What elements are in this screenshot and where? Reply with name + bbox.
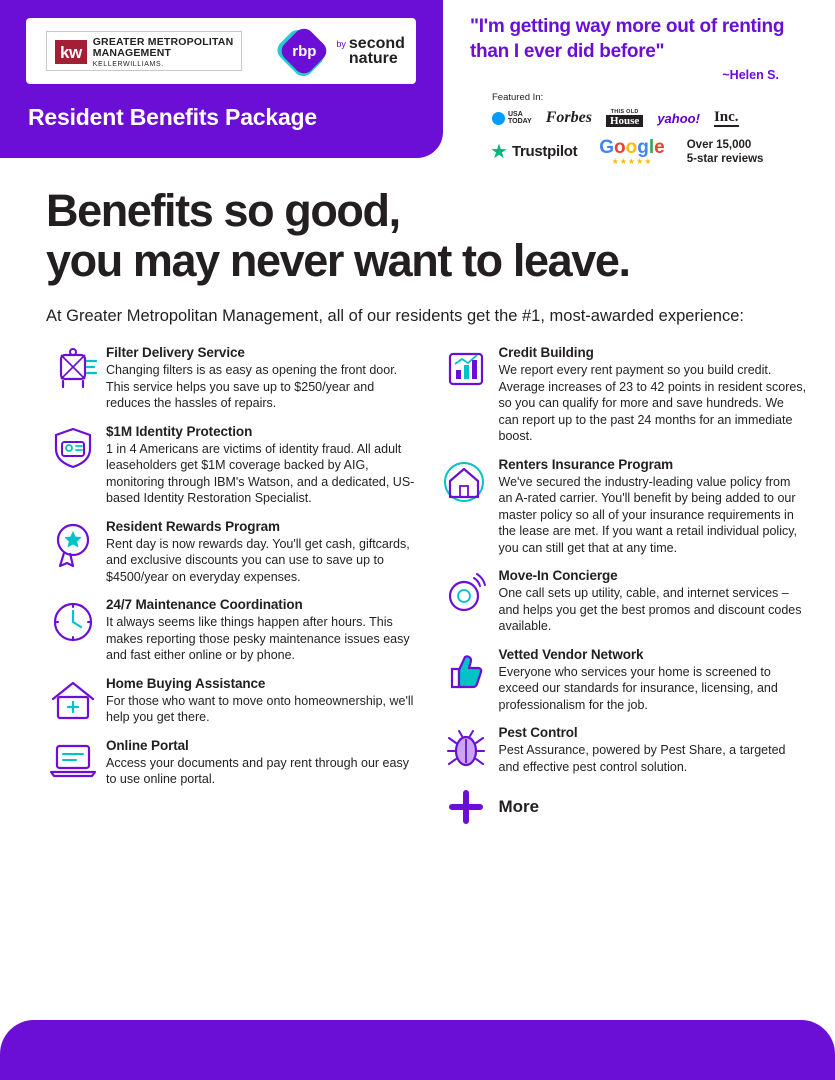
benefit-text: 1 in 4 Americans are victims of identity fraud. All adult leaseholders get $1M coverage backed by AIG, monitoring through IBM's Watson, and a dedicated, US-based Identity Restoration Specialist. bbox=[106, 441, 415, 505]
benefit-item bbox=[433, 457, 808, 557]
featured-in-label: Featured In: bbox=[492, 92, 544, 103]
vetted-vendor-icon bbox=[433, 647, 499, 714]
benefit-item bbox=[40, 345, 415, 412]
more-benefits-row bbox=[433, 787, 808, 827]
trustpilot-label: Trustpilot bbox=[511, 143, 578, 160]
usa-today-logo bbox=[492, 111, 532, 126]
benefit-title: 24/7 Maintenance Coordination bbox=[106, 597, 303, 612]
rbp-second-nature-logo bbox=[278, 25, 405, 77]
plus-icon bbox=[433, 787, 499, 827]
benefit-item bbox=[433, 647, 808, 714]
this-old-house-line2: House bbox=[606, 115, 643, 127]
press-logos-row bbox=[492, 109, 815, 127]
second-nature-line2: nature bbox=[348, 50, 398, 67]
benefit-title: Resident Rewards Program bbox=[106, 518, 280, 534]
benefit-title: Vetted Vendor Network bbox=[498, 646, 644, 662]
review-count-line1: Over 15,000 bbox=[686, 138, 752, 151]
kw-line1: GREATER METROPOLITAN bbox=[92, 35, 234, 48]
rewards-badge-icon bbox=[40, 519, 106, 586]
move-in-concierge-icon bbox=[433, 568, 499, 635]
rbp-by-label: by bbox=[336, 39, 346, 49]
page-title: Resident Benefits Package bbox=[28, 104, 318, 130]
benefit-text: Rent day is now rewards day. You'll get cash, giftcards, and exclusive discounts you can use to save up to $4500/year on everyday expenses. bbox=[106, 536, 410, 584]
benefit-item bbox=[433, 568, 808, 635]
benefit-title: Online Portal bbox=[106, 737, 189, 753]
headline-line2: you may never want to leave. bbox=[46, 235, 630, 286]
benefit-title: Filter Delivery Service bbox=[106, 345, 245, 360]
google-logo bbox=[599, 137, 664, 166]
kw-line3: KELLERWILLIAMS. bbox=[92, 60, 164, 68]
this-old-house-logo bbox=[606, 109, 643, 127]
benefit-title: Renters Insurance Program bbox=[498, 456, 674, 472]
benefit-text: We report every rent payment so you build credit. Average increases of 23 to 42 points in resident scores, so you can qualify for more and save hundreds. We can report up to the past 24 months for an immediate boost. bbox=[498, 363, 807, 443]
benefit-item bbox=[433, 345, 808, 445]
google-wordmark: Google bbox=[599, 137, 665, 158]
rbp-badge-label: rbp bbox=[292, 42, 317, 60]
benefit-item bbox=[40, 597, 415, 664]
inc-logo: Inc. bbox=[713, 108, 739, 125]
filter-delivery-icon bbox=[40, 345, 106, 412]
benefit-title: Pest Control bbox=[498, 725, 578, 740]
benefits-columns bbox=[0, 345, 835, 827]
yahoo-logo: yahoo! bbox=[657, 110, 700, 126]
benefit-text: For those who want to move onto homeownership, we'll help you get there. bbox=[106, 693, 414, 724]
renters-insurance-icon bbox=[433, 457, 499, 557]
benefit-title: Home Buying Assistance bbox=[106, 675, 266, 691]
trustpilot-star-icon: ★ bbox=[490, 140, 508, 163]
benefit-title: Move-In Concierge bbox=[498, 568, 618, 583]
review-badges-row bbox=[490, 137, 815, 166]
laptop-icon bbox=[40, 738, 106, 788]
page-footer bbox=[0, 1020, 835, 1080]
benefits-column-right bbox=[433, 345, 808, 827]
benefit-title: $1M Identity Protection bbox=[106, 423, 253, 439]
benefit-item bbox=[40, 676, 415, 726]
identity-protection-icon bbox=[40, 424, 106, 507]
review-count-line2: 5-star reviews bbox=[686, 152, 764, 165]
subheadline: At Greater Metropolitan Management, all of our residents get the #1, most-awarded experience: bbox=[46, 307, 744, 325]
benefit-text: One call sets up utility, cable, and internet services – and helps you get the best promos and discount codes available. bbox=[498, 586, 802, 633]
benefit-text: Changing filters is as easy as opening the front door. This service helps you save up to $250/year and reduces the hassles of repairs. bbox=[106, 363, 398, 410]
benefits-column-left bbox=[40, 345, 415, 827]
testimonial-quote: "I'm getting way more out of renting than I ever did before" bbox=[470, 16, 785, 62]
headline-line1: Benefits so good, bbox=[46, 185, 400, 236]
benefit-title: Credit Building bbox=[498, 345, 594, 360]
usa-today-line1: USA bbox=[508, 110, 523, 118]
pest-control-icon bbox=[433, 725, 499, 775]
kw-mark: kw bbox=[55, 40, 87, 64]
keller-williams-logo bbox=[46, 31, 242, 71]
second-nature-line1: second bbox=[348, 35, 405, 52]
headline bbox=[46, 186, 835, 286]
review-count bbox=[687, 138, 764, 166]
benefit-text: Pest Assurance, powered by Pest Share, a targeted and effective pest control solution. bbox=[498, 743, 786, 774]
more-label: More bbox=[498, 797, 540, 816]
clock-icon bbox=[40, 597, 106, 664]
benefit-text: Access your documents and pay rent through our easy to use online portal. bbox=[106, 755, 409, 786]
usa-today-line2: TODAY bbox=[508, 118, 532, 125]
logo-bar bbox=[26, 18, 416, 84]
benefit-text: It always seems like things happen after hours. This makes reporting those pesky maintenance issues easy and fast either online or by phone. bbox=[106, 615, 410, 662]
benefit-text: Everyone who services your home is screened to exceed our standards for insurance, licensing, and professionalism for the job. bbox=[498, 664, 778, 712]
benefit-text: We've secured the industry-leading value policy from an A-rated carrier. You'll benefit by being added to our master policy so all of your insurance requirements in the lease are met. If you want a retail individual policy, you can still get that at any time. bbox=[498, 474, 798, 555]
benefit-item bbox=[40, 424, 415, 507]
kw-line2: MANAGEMENT bbox=[92, 46, 172, 59]
credit-building-icon bbox=[433, 345, 499, 445]
google-stars-icon: ★★★★★ bbox=[611, 157, 653, 166]
page-header bbox=[0, 0, 835, 166]
rbp-badge-icon bbox=[278, 25, 330, 77]
testimonial-author: ~Helen S. bbox=[722, 68, 779, 82]
forbes-logo: Forbes bbox=[545, 109, 592, 126]
benefit-item bbox=[433, 725, 808, 775]
testimonial-block bbox=[470, 14, 815, 166]
this-old-house-line1: THIS OLD bbox=[610, 109, 639, 115]
trustpilot-logo bbox=[490, 142, 577, 162]
benefit-item bbox=[40, 738, 415, 788]
home-buying-icon bbox=[40, 676, 106, 726]
usa-today-dot-icon bbox=[492, 112, 505, 125]
benefit-item bbox=[40, 519, 415, 586]
